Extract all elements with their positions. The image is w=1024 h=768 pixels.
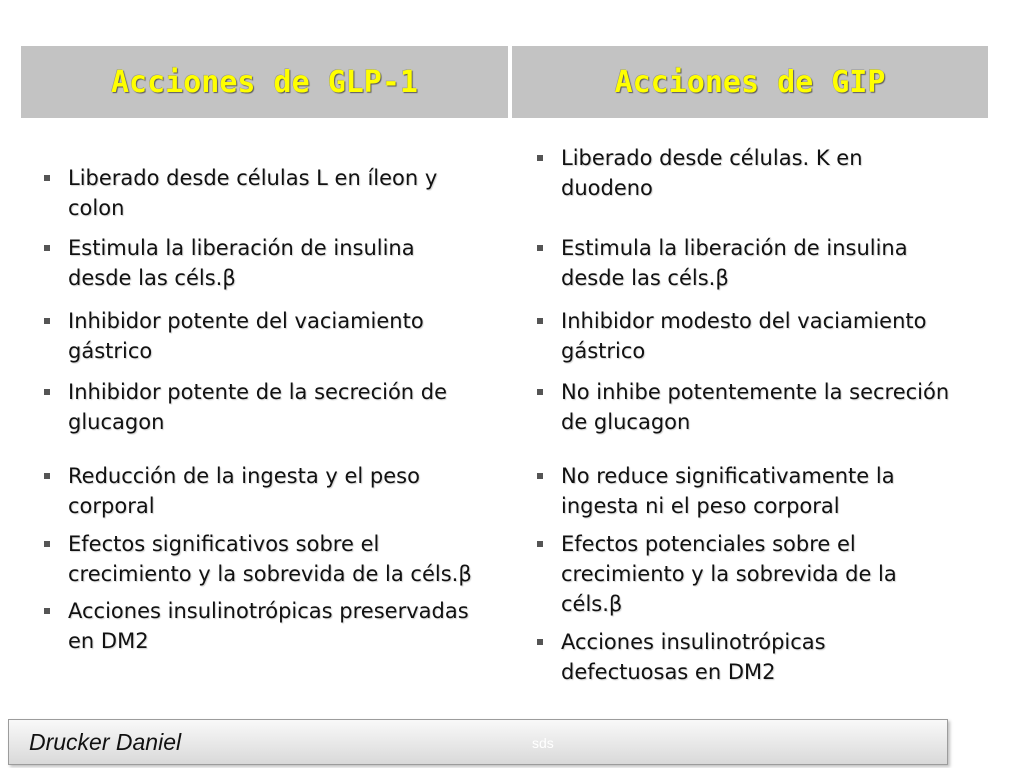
list-item-text: Reducción de la ingesta y el peso corporal — [68, 464, 420, 518]
list-item-text: Inhibidor potente del vaciamiento gástrico — [68, 309, 424, 363]
list-item-text: Efectos potenciales sobre el crecimiento y la sobrevida de la céls.β — [561, 532, 897, 616]
list-item-text: Liberado desde células. K en duodeno — [561, 146, 863, 200]
list-item-text: Estimula la liberación de insulina desde las céls.β — [561, 236, 908, 290]
square-bullet-icon — [44, 318, 50, 324]
list-item-text: Acciones insulinotrópicas preservadas en DM2 — [68, 599, 469, 653]
square-bullet-icon — [537, 155, 543, 161]
list-item — [40, 529, 500, 589]
list-item — [533, 627, 1003, 687]
list-item-text: Inhibidor potente de la secreción de glucagon — [68, 380, 448, 434]
list-item — [40, 596, 500, 656]
header-gip-prefix: Acciones de — [614, 64, 814, 100]
list-item — [533, 529, 1003, 619]
square-bullet-icon — [44, 175, 50, 181]
list-item-text: No inhibe potentemente la secreción de glucagon — [561, 380, 950, 434]
list-item-text: Efectos significativos sobre el crecimiento y la sobrevida de la céls.β — [68, 532, 472, 586]
header-gip — [512, 46, 988, 118]
list-item — [533, 461, 1003, 521]
square-bullet-icon — [537, 541, 543, 547]
square-bullet-icon — [44, 245, 50, 251]
square-bullet-icon — [44, 608, 50, 614]
comparison-header — [21, 46, 988, 118]
square-bullet-icon — [44, 389, 50, 395]
footer-bar — [8, 719, 948, 765]
list-item — [40, 377, 500, 437]
list-item-text: Inhibidor modesto del vaciamiento gástrico — [561, 309, 927, 363]
list-item — [40, 233, 500, 293]
list-item — [40, 306, 500, 366]
list-item — [533, 233, 1003, 293]
square-bullet-icon — [537, 473, 543, 479]
footer-mark: sds — [532, 735, 554, 751]
square-bullet-icon — [537, 245, 543, 251]
list-item — [533, 377, 1003, 437]
square-bullet-icon — [44, 473, 50, 479]
list-item-text: Estimula la liberación de insulina desde las céls.β — [68, 236, 415, 290]
list-item-text: Liberado desde células L en íleon y colon — [68, 166, 438, 220]
header-glp1 — [21, 46, 508, 118]
square-bullet-icon — [44, 541, 50, 547]
header-glp1-prefix: Acciones de — [111, 64, 310, 100]
footer-author: Drucker Daniel — [29, 729, 182, 755]
list-item — [533, 143, 1003, 203]
square-bullet-icon — [537, 318, 543, 324]
square-bullet-icon — [537, 389, 543, 395]
list-item — [40, 163, 500, 223]
list-item-text: Acciones insulinotrópicas defectuosas en DM2 — [561, 630, 826, 684]
list-item — [533, 306, 1003, 366]
list-item — [40, 461, 500, 521]
square-bullet-icon — [537, 639, 543, 645]
header-gip-keyword: GIP — [831, 64, 886, 100]
header-glp1-keyword: GLP-1 — [327, 64, 418, 100]
list-item-text: No reduce significativamente la ingesta ni el peso corporal — [561, 464, 895, 518]
